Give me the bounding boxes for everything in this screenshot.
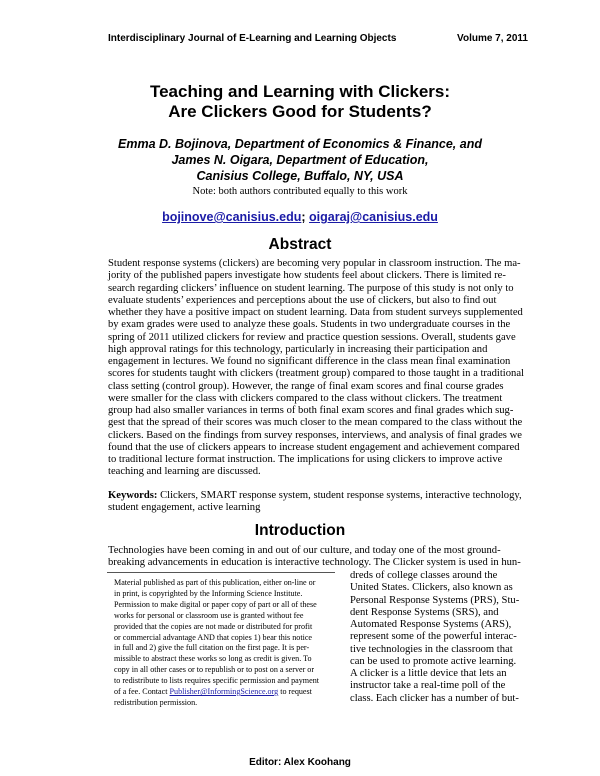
abstract-line: teaching and learning are discussed. <box>108 466 261 478</box>
intro-line: breaking advancements in education is interactive technology. The Clicker system is used in hun- <box>108 557 521 569</box>
intro-column-line: instructor take a real-time poll of the <box>350 680 506 692</box>
copyright-contact-suffix: to request <box>278 687 312 697</box>
publisher-email-link[interactable]: Publisher@InformingScience.org <box>169 687 279 697</box>
email-link-bojinova[interactable]: bojinove@canisius.edu <box>162 210 302 224</box>
copyright-line: or commercial advantage AND that copies 1) bear this notice <box>114 632 313 642</box>
keywords-text: Clickers, SMART response system, student response systems, interactive technology, <box>157 490 522 501</box>
email-separator: ; <box>301 210 306 224</box>
abstract-line: Student response systems (clickers) are becoming very popular in classroom instruction. The ma- <box>108 258 521 269</box>
author-line: James N. Oigara, Department of Education, <box>171 153 429 167</box>
abstract-line: clickers. Based on the findings from survey responses, interviews, and analysis of final grades we <box>108 429 522 441</box>
title-line: Are Clickers Good for Students? <box>168 102 432 121</box>
keywords-line: student engagement, active learning <box>108 502 261 514</box>
copyright-line: missible to abstract these works so long as credit is given. To <box>114 654 312 664</box>
abstract-line: group had also smaller variances in terms of both final exam scores and final grades which sug- <box>108 405 514 416</box>
copyright-notice <box>114 578 319 709</box>
author-line: Emma D. Bojinova, Department of Economics & Finance, and <box>118 137 482 151</box>
intro-column-line: United States. Clickers, also known as <box>350 582 513 594</box>
journal-name: Interdisciplinary Journal of E-Learning and Learning Objects <box>108 33 397 44</box>
intro-column-line: Automated Response Systems (ARS), <box>350 619 512 630</box>
keywords-line <box>108 490 522 502</box>
copyright-line: works for personal or classroom use is granted without fee <box>114 610 304 620</box>
copyright-line: Permission to make digital or paper copy of part or all of these <box>114 599 317 609</box>
abstract-line: class setting (control group). However, the range of final exam scores and final course grades <box>108 380 504 392</box>
abstract-line: found that the use of clickers appears to increase student engagement and achievement compared <box>108 441 520 453</box>
copyright-line: in print, is copyrighted by the Informing Science Institute. <box>114 588 303 598</box>
intro-column-line: dreds of college classes around the <box>350 570 498 581</box>
intro-line: Technologies have been coming in and out of our culture, and today one of the most ground- <box>108 545 501 556</box>
intro-column-line: dent Response Systems (SRS), and <box>350 606 499 618</box>
abstract-line: gest that the spread of their scores was much closer to the mean compared to the class without the <box>108 417 523 429</box>
contribution-note: Note: both authors contributed equally to this work <box>192 186 408 197</box>
abstract-line: high approval ratings for this technology, particularly in increasing their participation and <box>108 343 488 355</box>
copyright-line: in full and 2) give the full citation on the first page. It is per- <box>114 643 310 653</box>
abstract-line: jority of the published papers investigate how students feel about clickers. There is limited re- <box>108 270 506 282</box>
abstract-heading: Abstract <box>268 236 332 253</box>
volume-label: Volume 7, 2011 <box>457 33 528 44</box>
abstract-line: were smaller for the class with clickers compared to the class without clickers. The treatment <box>108 392 503 404</box>
intro-column-line: A clicker is a little device that lets an <box>350 668 507 679</box>
copyright-contact-prefix: of a fee. Contact <box>114 687 170 697</box>
intro-column-line: can be used to promote active learning. <box>350 655 517 667</box>
email-link-oigara[interactable]: oigaraj@canisius.edu <box>309 210 438 224</box>
intro-column-line: class. Each clicker has a number of but- <box>350 692 519 704</box>
title-line: Teaching and Learning with Clickers: <box>149 82 451 101</box>
copyright-line: redistribution permission. <box>114 697 198 707</box>
abstract-line: search regarding clickers’ influence on student learning. The purpose of this study is not only to <box>108 282 514 294</box>
abstract-line: spring of 2011 utilized clickers for review and practice question sessions. Overall, students gave <box>108 331 516 343</box>
author-emails <box>0 210 600 224</box>
copyright-line: copy in all other cases or to republish or to post on a server or <box>114 665 315 675</box>
keywords-label: Keywords: <box>108 490 158 501</box>
author-line: Canisius College, Buffalo, NY, USA <box>196 169 404 183</box>
introduction-body <box>108 545 521 570</box>
abstract-line: engagement in lectures. We found no significant difference in the class mean final examination <box>108 356 511 367</box>
abstract-line: whether they have a positive impact on student learning. Data from student surveys supplemented <box>108 307 523 318</box>
abstract-line: evaluate students’ experiences and perceptions about the use of clickers, but also to find out <box>108 294 497 306</box>
editor-footer: Editor: Alex Koohang <box>249 757 351 768</box>
abstract-line: to traditional lecture format instruction. The implications for using clickers to improve active <box>108 454 503 465</box>
intro-column-line: tive technologies in the classroom that <box>350 643 513 655</box>
introduction-heading: Introduction <box>254 522 346 539</box>
abstract-line: by exam grades were used to analyze these goals. Students in two undergraduate courses in the <box>108 319 511 331</box>
copyright-line <box>114 687 319 698</box>
copyright-line: to redistribute to lists requires specific permission and payment <box>114 676 319 686</box>
copyright-line: provided that the copies are not made or distributed for profit <box>114 621 313 631</box>
keywords-block <box>108 490 522 515</box>
copyright-line: Material published as part of this publication, either on-line or <box>114 578 316 587</box>
abstract-body <box>108 258 524 479</box>
introduction-right-column <box>350 570 519 705</box>
author-block <box>0 136 600 184</box>
intro-column-line: Personal Response Systems (PRS), Stu- <box>350 594 520 606</box>
paper-title <box>0 82 600 122</box>
abstract-line: scores for students taught with clickers (treatment group) compared to those taught in a traditional <box>108 368 524 380</box>
intro-column-line: represent some of the powerful interac- <box>350 631 517 643</box>
